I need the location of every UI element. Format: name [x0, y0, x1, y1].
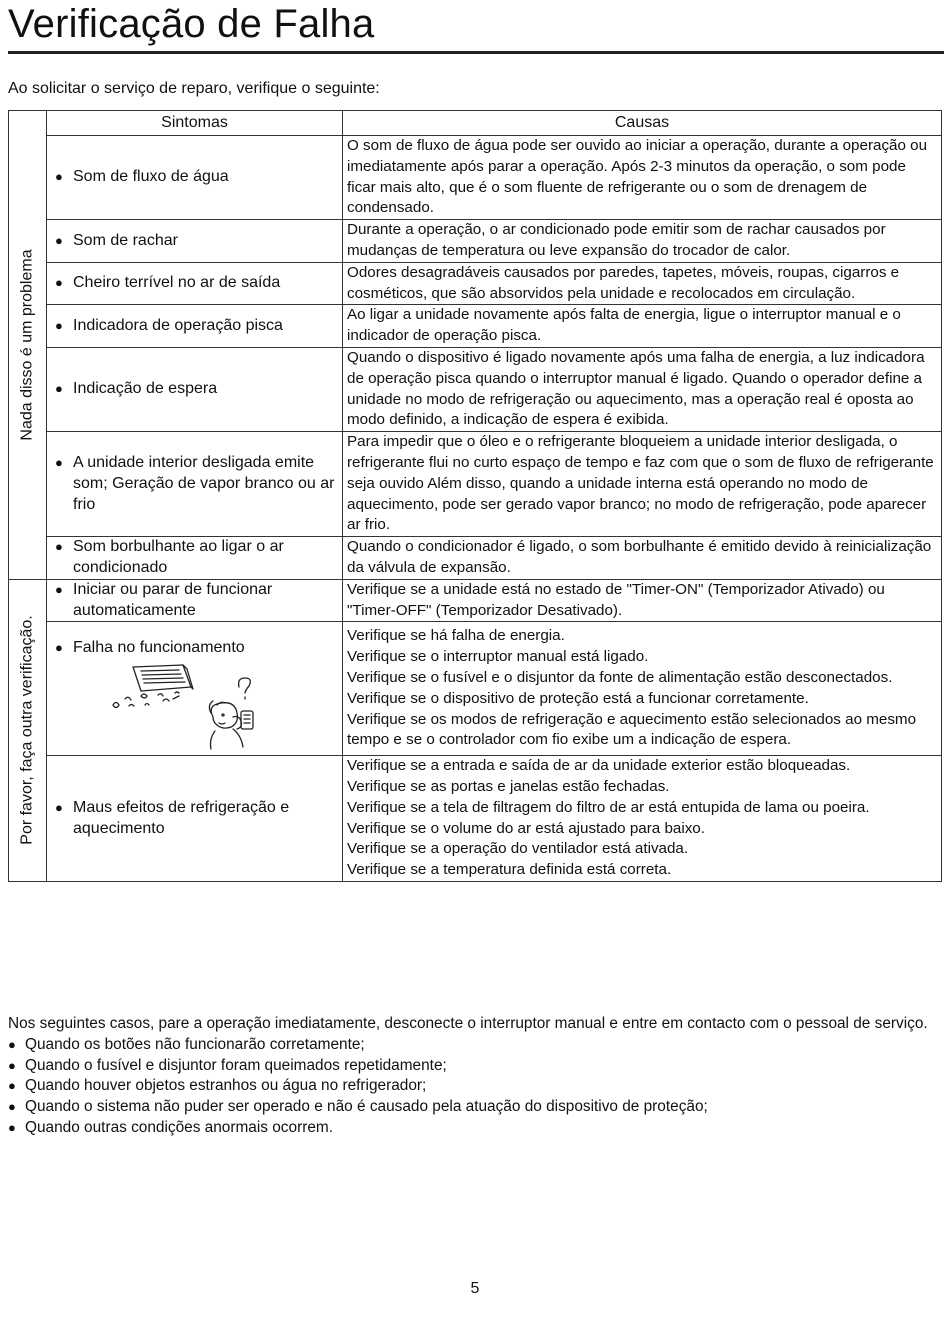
cause-cell [343, 537, 942, 580]
group-check-again [9, 579, 47, 881]
cause-cell [343, 220, 942, 263]
causes-header: Causas [343, 111, 942, 136]
list-item-text: Quando houver objetos estranhos ou água no refrigerador; [25, 1077, 427, 1095]
symptom-cell [47, 220, 343, 263]
intro-text: Ao solicitar o serviço de reparo, verifique o seguinte: [8, 80, 380, 97]
symptom-cell [47, 537, 343, 580]
cause-line: Verifique se o dispositivo de proteção está a funcionar corretamente. [347, 689, 809, 707]
title-divider [8, 51, 944, 54]
symptom-cell [47, 622, 343, 756]
table-row [9, 262, 942, 305]
bullet-icon: ● [55, 275, 63, 291]
bullet-icon: ● [55, 539, 63, 555]
notes-lead: Nos seguintes casos, pare a operação imediatamente, desconecte o interruptor manual e entre em contacto com o pessoal de serviço. [8, 1015, 928, 1032]
bullet-icon: ● [55, 799, 63, 815]
bullet-icon: ● [55, 581, 63, 597]
list-item-text: Quando o fusível e disjuntor foram queimados repetidamente; [25, 1056, 447, 1074]
list-item [8, 1056, 928, 1077]
table-row [9, 579, 942, 622]
cause-cell [343, 305, 942, 348]
bullet-icon: ● [55, 640, 63, 656]
cause-line: Verifique se a tela de filtragem do filtro de ar está entupida de lama ou poeira. [347, 798, 870, 816]
group-no-problem [9, 111, 47, 580]
cause-line: Verifique se há falha de energia. [347, 627, 565, 645]
list-item [8, 1076, 928, 1097]
symptom-cell [47, 432, 343, 537]
notes-list [8, 1035, 928, 1139]
cause-line: Verifique se os modos de refrigeração e aquecimento estão selecionados ao mesmo tempo e se o controlador com fio exibe um a indicação de espera. [347, 710, 917, 749]
cause-cell [343, 622, 942, 756]
warning-notes [8, 1014, 928, 1139]
symptom-text: A unidade interior desligada emite som; Geração de vapor branco ou ar frio [73, 453, 335, 513]
symptom-text: Indicação de espera [73, 380, 218, 398]
page-number: 5 [470, 1280, 480, 1297]
table-row [9, 756, 942, 882]
cause-line: Verifique se as portas e janelas estão fechadas. [347, 777, 670, 795]
symptom-text: Falha no funcionamento [73, 639, 245, 657]
symptom-text: Cheiro terrível no ar de saída [73, 274, 281, 292]
symptom-text: Som de fluxo de água [73, 168, 229, 186]
bullet-icon: ● [8, 1099, 16, 1115]
table-row [9, 537, 942, 580]
cause-cell [343, 432, 942, 537]
list-item-text: Quando os botões não funcionarão corretamente; [25, 1035, 365, 1053]
cause-cell [343, 579, 942, 622]
cause-line: Quando o condicionador é ligado, o som borbulhante é emitido devido à reinicialização da válvula de expansão. [347, 538, 932, 576]
group-label-check-again: Por favor, faça outra verificação. [18, 615, 36, 846]
bullet-icon: ● [8, 1119, 16, 1135]
symptom-cell [47, 347, 343, 431]
bullet-icon: ● [8, 1078, 16, 1094]
table-row [9, 305, 942, 348]
bullet-icon: ● [55, 317, 63, 333]
bullet-icon: ● [55, 454, 63, 470]
symptom-text: Maus efeitos de refrigeração e aquecimento [73, 798, 290, 837]
list-item [8, 1097, 928, 1118]
table-row [9, 220, 942, 263]
bullet-icon: ● [8, 1036, 16, 1052]
cause-line: Verifique se o interruptor manual está ligado. [347, 648, 649, 666]
cause-line: Verifique se a temperatura definida está correta. [347, 861, 672, 879]
table-row [9, 432, 942, 537]
table-row [9, 136, 942, 220]
symptom-text: Indicadora de operação pisca [73, 316, 283, 334]
cause-line: Durante a operação, o ar condicionado pode emitir som de rachar causados por mudanças de temperatura ou leve expansão do trocador de calor. [347, 221, 886, 259]
symptom-text: Som borbulhante ao ligar o ar condicionado [73, 538, 284, 576]
bullet-icon: ● [55, 232, 63, 248]
cause-cell [343, 136, 942, 220]
cause-cell [343, 347, 942, 431]
symptom-cell [47, 579, 343, 622]
cause-cell [343, 756, 942, 882]
symptoms-header: Sintomas [47, 111, 343, 136]
symptom-cell [47, 262, 343, 305]
list-item [8, 1118, 928, 1139]
bullet-icon: ● [55, 169, 63, 185]
symptom-text: Iniciar ou parar de funcionar automaticamente [73, 580, 273, 619]
symptom-cell [47, 136, 343, 220]
cause-line: Verifique se a operação do ventilador está ativada. [347, 840, 689, 858]
list-item-text: Quando outras condições anormais ocorrem. [25, 1118, 333, 1136]
table-row [9, 622, 942, 756]
bullet-icon: ● [55, 381, 63, 397]
cause-cell [343, 262, 942, 305]
cause-line: Verifique se a unidade está no estado de "Timer-ON" (Temporizador Ativado) ou "Timer-OFF" (Temporizador Desativado). [347, 580, 885, 619]
troubleshooting-table [8, 110, 942, 882]
symptom-cell [47, 756, 343, 882]
cause-line: O som de fluxo de água pode ser ouvido ao iniciar a operação, durante a operação ou imediatamente após parar a operação. Após 2-3 minutos da operação, o som pode ficar mais alto, que é o som fluente de refrigerante ou o som de drenagem de condensado. [347, 137, 928, 217]
table-header-row [9, 111, 942, 136]
bullet-icon: ● [8, 1057, 16, 1073]
cause-line: Verifique se o volume do ar está ajustado para baixo. [347, 819, 705, 837]
page-title: Verificação de Falha [8, 2, 375, 46]
list-item [8, 1035, 928, 1056]
table-row [9, 347, 942, 431]
group-label-no-problem: Nada disso é um problema [18, 249, 36, 441]
cause-line: Ao ligar a unidade novamente após falta de energia, ligue o interruptor manual e o indicador de operação pisca. [347, 306, 901, 345]
cause-line: Odores desagradáveis causados por paredes, tapetes, móveis, roupas, cigarros e cosméticos, que são absorvidos pela unidade e recolocados em circulação. [347, 263, 900, 302]
cause-line: Para impedir que o óleo e o refrigerante bloqueiem a unidade interior desligada, o refrigerante flui no curto espaço de tempo e faz com que o som de fluxo de refrigerante seja ouvido Além disso, quando a unidade interna está operando no modo de aquecimento, pode ser gerado vapor branco; no modo de refrigeração, pode aparecer ar frio. [347, 433, 934, 534]
symptom-cell [47, 305, 343, 348]
cause-line: Verifique se a entrada e saída de ar da unidade exterior estão bloqueadas. [347, 757, 851, 775]
confused-person-with-air-conditioner-icon [111, 663, 271, 755]
cause-line: Quando o dispositivo é ligado novamente após uma falha de energia, a luz indicadora de operação pisca quando o interruptor manual é ligado. Quando o operador define a unidade no modo de refrigeração ou aquecimento, mas a operação real é oposta ao modo definido, a indicação de espera é exibida. [347, 348, 925, 429]
list-item-text: Quando o sistema não puder ser operado e não é causado pela atuação do dispositivo de proteção; [25, 1098, 708, 1116]
symptom-text: Som de rachar [73, 231, 178, 249]
cause-line: Verifique se o fusível e o disjuntor da fonte de alimentação estão desconectados. [347, 668, 893, 686]
